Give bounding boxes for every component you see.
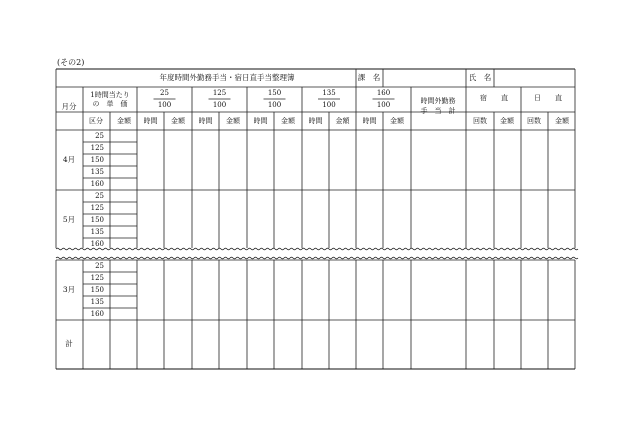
rate-row-value: 25	[95, 132, 104, 140]
overtime-total-header: 手 当 計	[420, 107, 456, 115]
rate-numerator: 135	[322, 89, 336, 97]
division-header: 区分	[89, 117, 103, 125]
amount-header: 金額	[500, 117, 514, 125]
break-line-top	[56, 248, 578, 250]
amount-header: 金額	[117, 117, 131, 125]
rate-row-value: 125	[90, 144, 104, 152]
hours-header: 時間	[308, 117, 323, 125]
rate-denominator: 100	[322, 101, 336, 109]
amount-header: 金額	[390, 117, 404, 125]
hours-header: 時間	[362, 117, 377, 125]
amount-header: 金額	[171, 117, 185, 125]
rate-numerator: 25	[160, 89, 169, 97]
form-title: 年度時間外勤務手当・宿日直手当整理簿	[159, 73, 295, 82]
page-label: (その2)	[57, 58, 85, 67]
amount-header: 金額	[555, 117, 569, 125]
rate-row-value: 160	[90, 180, 104, 188]
rate-row-value: 135	[90, 298, 104, 306]
count-header: 回数	[527, 117, 541, 125]
amount-header: 金額	[281, 117, 295, 125]
rate-row-value: 25	[95, 262, 104, 270]
hours-header: 時間	[253, 117, 268, 125]
month-label: 4月	[62, 155, 76, 164]
month-label: 5月	[62, 215, 76, 224]
rate-header: の 単 価	[92, 100, 128, 108]
hours-header: 時間	[198, 117, 213, 125]
amount-header: 金額	[226, 117, 240, 125]
rate-row-value: 125	[90, 274, 104, 282]
month-header: 月分	[61, 102, 77, 111]
rate-numerator: 125	[212, 89, 227, 97]
total-label: 計	[65, 339, 73, 348]
day-duty-header: 日 直	[534, 94, 562, 102]
night-duty-header: 宿 直	[480, 94, 508, 102]
rate-row-value: 160	[90, 310, 104, 318]
rate-row-value: 135	[90, 168, 104, 176]
rate-header: 1時間当たり	[90, 91, 130, 99]
rate-denominator: 100	[157, 101, 172, 109]
rate-denominator: 100	[267, 101, 282, 109]
rate-denominator: 100	[376, 101, 391, 109]
rate-row-value: 150	[90, 216, 104, 224]
hours-header: 時間	[143, 117, 158, 125]
rate-row-value: 25	[95, 192, 104, 200]
rate-row-value: 135	[90, 228, 104, 236]
rate-numerator: 160	[376, 89, 391, 97]
count-header: 回数	[473, 117, 487, 125]
amount-header: 金額	[335, 117, 350, 125]
name-label: 氏 名	[468, 73, 492, 82]
dept-label: 課 名	[357, 73, 381, 82]
overtime-total-header: 時間外勤務	[420, 97, 456, 105]
rate-numerator: 150	[267, 89, 282, 97]
rate-row-value: 150	[90, 286, 104, 294]
rate-row-value: 160	[90, 240, 104, 248]
rate-row-value: 125	[90, 204, 104, 212]
month-label: 3月	[62, 285, 76, 294]
rate-denominator: 100	[212, 101, 227, 109]
rate-row-value: 150	[90, 156, 104, 164]
break-line-bottom	[56, 257, 578, 259]
